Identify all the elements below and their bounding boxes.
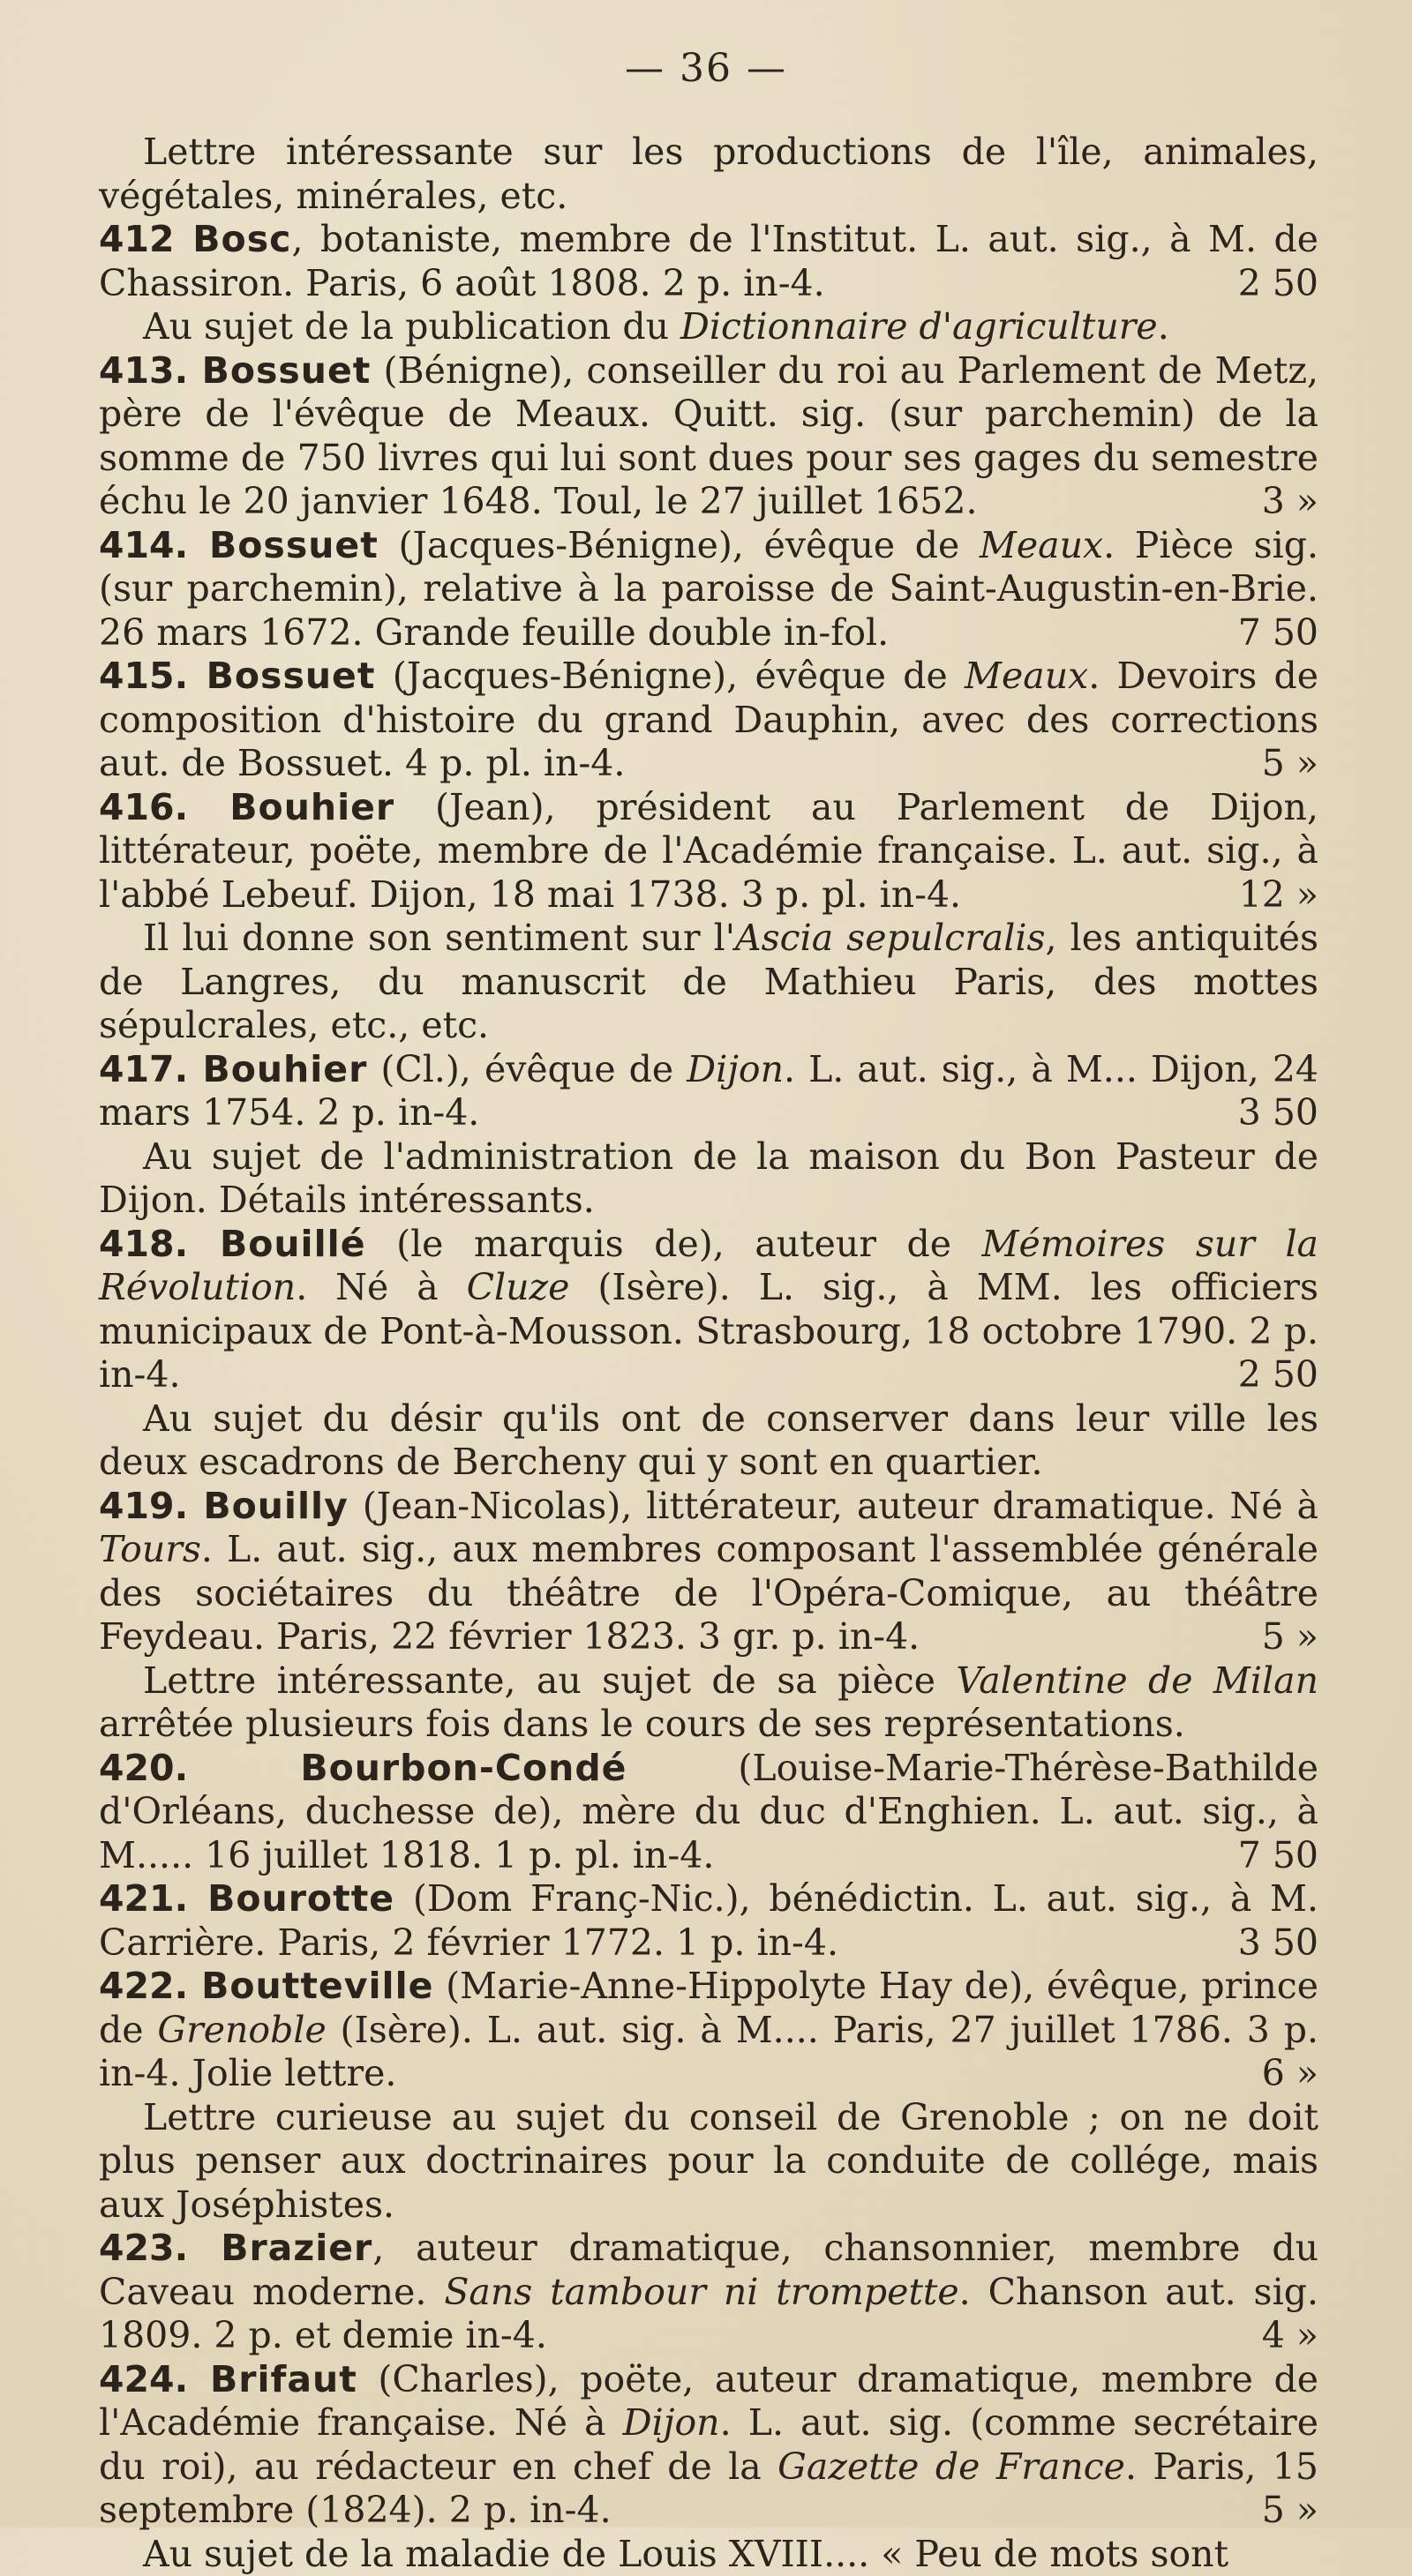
catalog-entry — [99, 524, 1318, 655]
catalog-entry — [99, 1877, 1318, 1965]
entry-note — [99, 305, 1318, 349]
entry-price: 7 50 — [1217, 1834, 1318, 1878]
catalog-entry — [99, 349, 1318, 524]
entry-italic: Dijon — [623, 2401, 720, 2444]
entry-number: 413. — [99, 349, 202, 392]
entry-number: 417. — [99, 1048, 202, 1090]
entry-description: (Isère). L. aut. sig. à M.... Paris, 27 juillet 1786. 3 p. in-4. Jolie lettre. — [99, 2009, 1318, 2095]
entry-price: 5 » — [1241, 2489, 1318, 2533]
entry-name: Bossuet — [207, 655, 376, 697]
entry-note-text: Au sujet de la maladie de Louis XVIII.... « Peu de mots sont — [143, 2533, 1228, 2575]
entry-description: . Pièce sig. (sur parchemin), relative à la paroisse de Saint-Augustin-en-Brie. 26 mars 1672. Grande feuille double in-fol. — [99, 524, 1318, 654]
entry-note-text: Il lui donne son sentiment sur l' — [143, 917, 735, 959]
entry-italic: Tours — [99, 1528, 201, 1570]
entry-price: 2 50 — [1217, 1353, 1318, 1397]
entry-text — [99, 349, 1318, 524]
entry-italic: Meaux — [980, 524, 1103, 566]
entry-italic: Dijon — [687, 1048, 784, 1090]
entry-name: Bouilly — [203, 1485, 349, 1527]
entry-description: . L. aut. sig., aux membres composant l'assemblée générale des sociétaires du théâtre de l'Opéra-Comique, au théâtre Feydeau. Paris, 22 février 1823. 3 gr. p. in-4. — [99, 1528, 1318, 1658]
entry-text — [99, 1485, 1318, 1659]
entry-text — [99, 218, 1318, 305]
entry-price: 5 » — [1241, 1615, 1318, 1659]
entry-note-text: Lettre intéressante, au sujet de sa pièce — [143, 1659, 956, 1702]
entry-name: Bouhier — [229, 786, 394, 828]
entry-name: Brifaut — [210, 2358, 357, 2400]
entry-description: (Charles), poëte, auteur dramatique, membre de l'Académie française. Né à — [99, 2358, 1318, 2445]
entry-text — [99, 1048, 1318, 1135]
entry-note — [99, 1397, 1318, 1485]
entry-description: (Jean), président au Parlement de Dijon, littérateur, poëte, membre de l'Académie française. L. aut. sig., à l'abbé Lebeuf. Dijon, 18 mai 1738. 3 p. pl. in-4. — [99, 786, 1318, 916]
catalog-entry — [99, 1965, 1318, 2227]
entry-text — [99, 1965, 1318, 2096]
entry-price: 3 50 — [1217, 1921, 1318, 1966]
entry-note-italic: Dictionnaire d'agriculture — [680, 305, 1158, 348]
entry-description: (Cl.), évêque de — [367, 1048, 687, 1090]
catalog-entry — [99, 786, 1318, 1048]
entry-description: . Devoirs de composition d'histoire du grand Dauphin, avec des corrections aut. de Bossuet. 4 p. pl. in-4. — [99, 655, 1318, 784]
entry-description: , auteur dramatique, chansonnier, membre du Caveau moderne. — [99, 2227, 1318, 2313]
entry-number: 421. — [99, 1877, 207, 1920]
entry-number: 416. — [99, 786, 229, 828]
entry-price: 4 » — [1241, 2314, 1318, 2358]
entry-description: (Jacques-Bénigne), évêque de — [375, 655, 965, 697]
entry-price: 2 50 — [1217, 262, 1318, 306]
entry-description: (Dom Franç-Nic.), bénédictin. L. aut. sig., à M. Carrière. Paris, 2 février 1772. 1 p. in-4. — [99, 1877, 1318, 1964]
catalog-entry — [99, 2358, 1318, 2576]
entry-price: 5 » — [1241, 742, 1318, 786]
entry-name: Bossuet — [202, 349, 372, 392]
entry-text — [99, 1223, 1318, 1397]
entry-price: 3 » — [1241, 480, 1318, 524]
intro-note: Lettre intéressante sur les productions de l'île, animales, végétales, minérales, etc. — [99, 131, 1318, 218]
entry-text — [99, 524, 1318, 655]
entry-price: 7 50 — [1217, 611, 1318, 655]
entry-note — [99, 917, 1318, 1048]
entry-number: 415. — [99, 655, 207, 697]
entry-description: , botaniste, membre de l'Institut. L. aut. sig., à M. de Chassiron. Paris, 6 août 1808. 2 p. in-4. — [99, 218, 1318, 304]
entry-description: (Bénigne), conseiller du roi au Parlement de Metz, père de l'évêque de Meaux. Quitt. sig. (sur parchemin) de la somme de 750 livres qui lui sont dues pour ses gages du semestre échu le 20 janvier 1648. Toul, le 27 juillet 1652. — [99, 349, 1318, 523]
entry-note-text: Lettre curieuse au sujet du conseil de Grenoble ; on ne doit plus penser aux doctrinaires pour la conduite de collége, mais aux Joséphistes. — [99, 2096, 1318, 2226]
entry-note — [99, 2533, 1318, 2576]
entry-description: (Jacques-Bénigne), évêque de — [379, 524, 980, 566]
entry-number: 414. — [99, 524, 209, 566]
entry-text — [99, 786, 1318, 917]
entry-text — [99, 2358, 1318, 2533]
entry-description: . L. aut. sig. (comme secrétaire du roi), au rédacteur en chef de la — [99, 2401, 1318, 2488]
entry-note-text: arrêtée plusieurs fois dans le cours de ses représentations. — [99, 1703, 1185, 1745]
catalog-entry — [99, 1747, 1318, 1878]
entry-text — [99, 1747, 1318, 1878]
catalog-entry — [99, 1485, 1318, 1747]
entry-description: . Né à — [296, 1266, 466, 1308]
entry-note-italic: Valentine de Milan — [956, 1659, 1318, 1702]
entry-price: 12 » — [1218, 873, 1318, 917]
catalog-entry — [99, 2227, 1318, 2358]
entry-italic: Mémoires sur la Révolution — [99, 1223, 1318, 1309]
entry-number: 424. — [99, 2358, 210, 2400]
entry-text — [99, 655, 1318, 786]
entry-note-text: , les antiquités de Langres, du manuscrit de Mathieu Paris, des mottes sépulcrales, etc., etc. — [99, 917, 1318, 1046]
entry-description: (Isère). L. sig., à MM. les officiers municipaux de Pont-à-Mousson. Strasbourg, 18 octobre 1790. 2 p. in-4. — [99, 1266, 1318, 1396]
entry-name: Bosc — [192, 218, 291, 260]
entry-name: Bouhier — [202, 1048, 367, 1090]
entry-price: 3 50 — [1217, 1091, 1318, 1135]
entry-description: (le marquis de), auteur de — [366, 1223, 982, 1265]
catalog-entry — [99, 1048, 1318, 1223]
entry-text — [99, 2227, 1318, 2358]
entry-text — [99, 1877, 1318, 1965]
entry-description: (Louise-Marie-Thérèse-Bathilde d'Orléans, duchesse de), mère du duc d'Enghien. L. aut. sig., à M..... 16 juillet 1818. 1 p. pl. in-4. — [99, 1747, 1318, 1876]
entry-italic: Sans tambour ni trompette — [444, 2271, 958, 2313]
entry-description: . L. aut. sig., à M... Dijon, 24 mars 1754. 2 p. in-4. — [99, 1048, 1318, 1134]
entry-italic: Cluze — [467, 1266, 570, 1308]
entry-name: Bouillé — [220, 1223, 366, 1265]
catalog-entry — [99, 1223, 1318, 1485]
entry-number: 419. — [99, 1485, 203, 1527]
catalog-entry — [99, 218, 1318, 349]
entry-italic: Meaux — [965, 655, 1088, 697]
entry-price: 6 » — [1241, 2052, 1318, 2096]
entry-note-text: . — [1158, 305, 1169, 348]
entry-italic: Gazette de France — [777, 2445, 1125, 2488]
entry-note-text: Au sujet de l'administration de la maison du Bon Pasteur de Dijon. Détails intéressants. — [99, 1135, 1318, 1222]
entry-note-italic: Ascia sepulcralis — [735, 917, 1046, 959]
page-number: — 36 — — [0, 46, 1412, 91]
entry-note-text: Au sujet de la publication du — [143, 305, 680, 348]
entry-number: 420. — [99, 1747, 300, 1789]
entry-name: Bossuet — [209, 524, 379, 566]
entry-description: (Jean-Nicolas), littérateur, auteur dramatique. Né à — [349, 1485, 1318, 1527]
entry-number: 422. — [99, 1965, 201, 2007]
entry-number: 423. — [99, 2227, 221, 2269]
entry-name: Brazier — [221, 2227, 372, 2269]
entries-container — [99, 218, 1318, 2576]
entry-name: Bourotte — [207, 1877, 394, 1920]
entry-note — [99, 2096, 1318, 2228]
entry-number: 418. — [99, 1223, 220, 1265]
entry-number: 412 — [99, 218, 192, 260]
entry-note-text: Au sujet du désir qu'ils ont de conserver dans leur ville les deux escadrons de Bercheny qui y sont en quartier. — [99, 1397, 1318, 1484]
entry-name: Boutteville — [201, 1965, 433, 2007]
entry-description: . Chanson aut. sig. 1809. 2 p. et demie in-4. — [99, 2271, 1318, 2357]
entry-italic: Grenoble — [157, 2009, 326, 2051]
entries-list — [99, 131, 1318, 2576]
entry-note — [99, 1659, 1318, 1747]
entry-description: (Marie-Anne-Hippolyte Hay de), évêque, prince de — [99, 1965, 1318, 2051]
entry-note — [99, 1135, 1318, 1223]
entry-description: . Paris, 15 septembre (1824). 2 p. in-4. — [99, 2445, 1318, 2532]
catalog-entry — [99, 655, 1318, 786]
entry-name: Bourbon-Condé — [300, 1747, 627, 1789]
